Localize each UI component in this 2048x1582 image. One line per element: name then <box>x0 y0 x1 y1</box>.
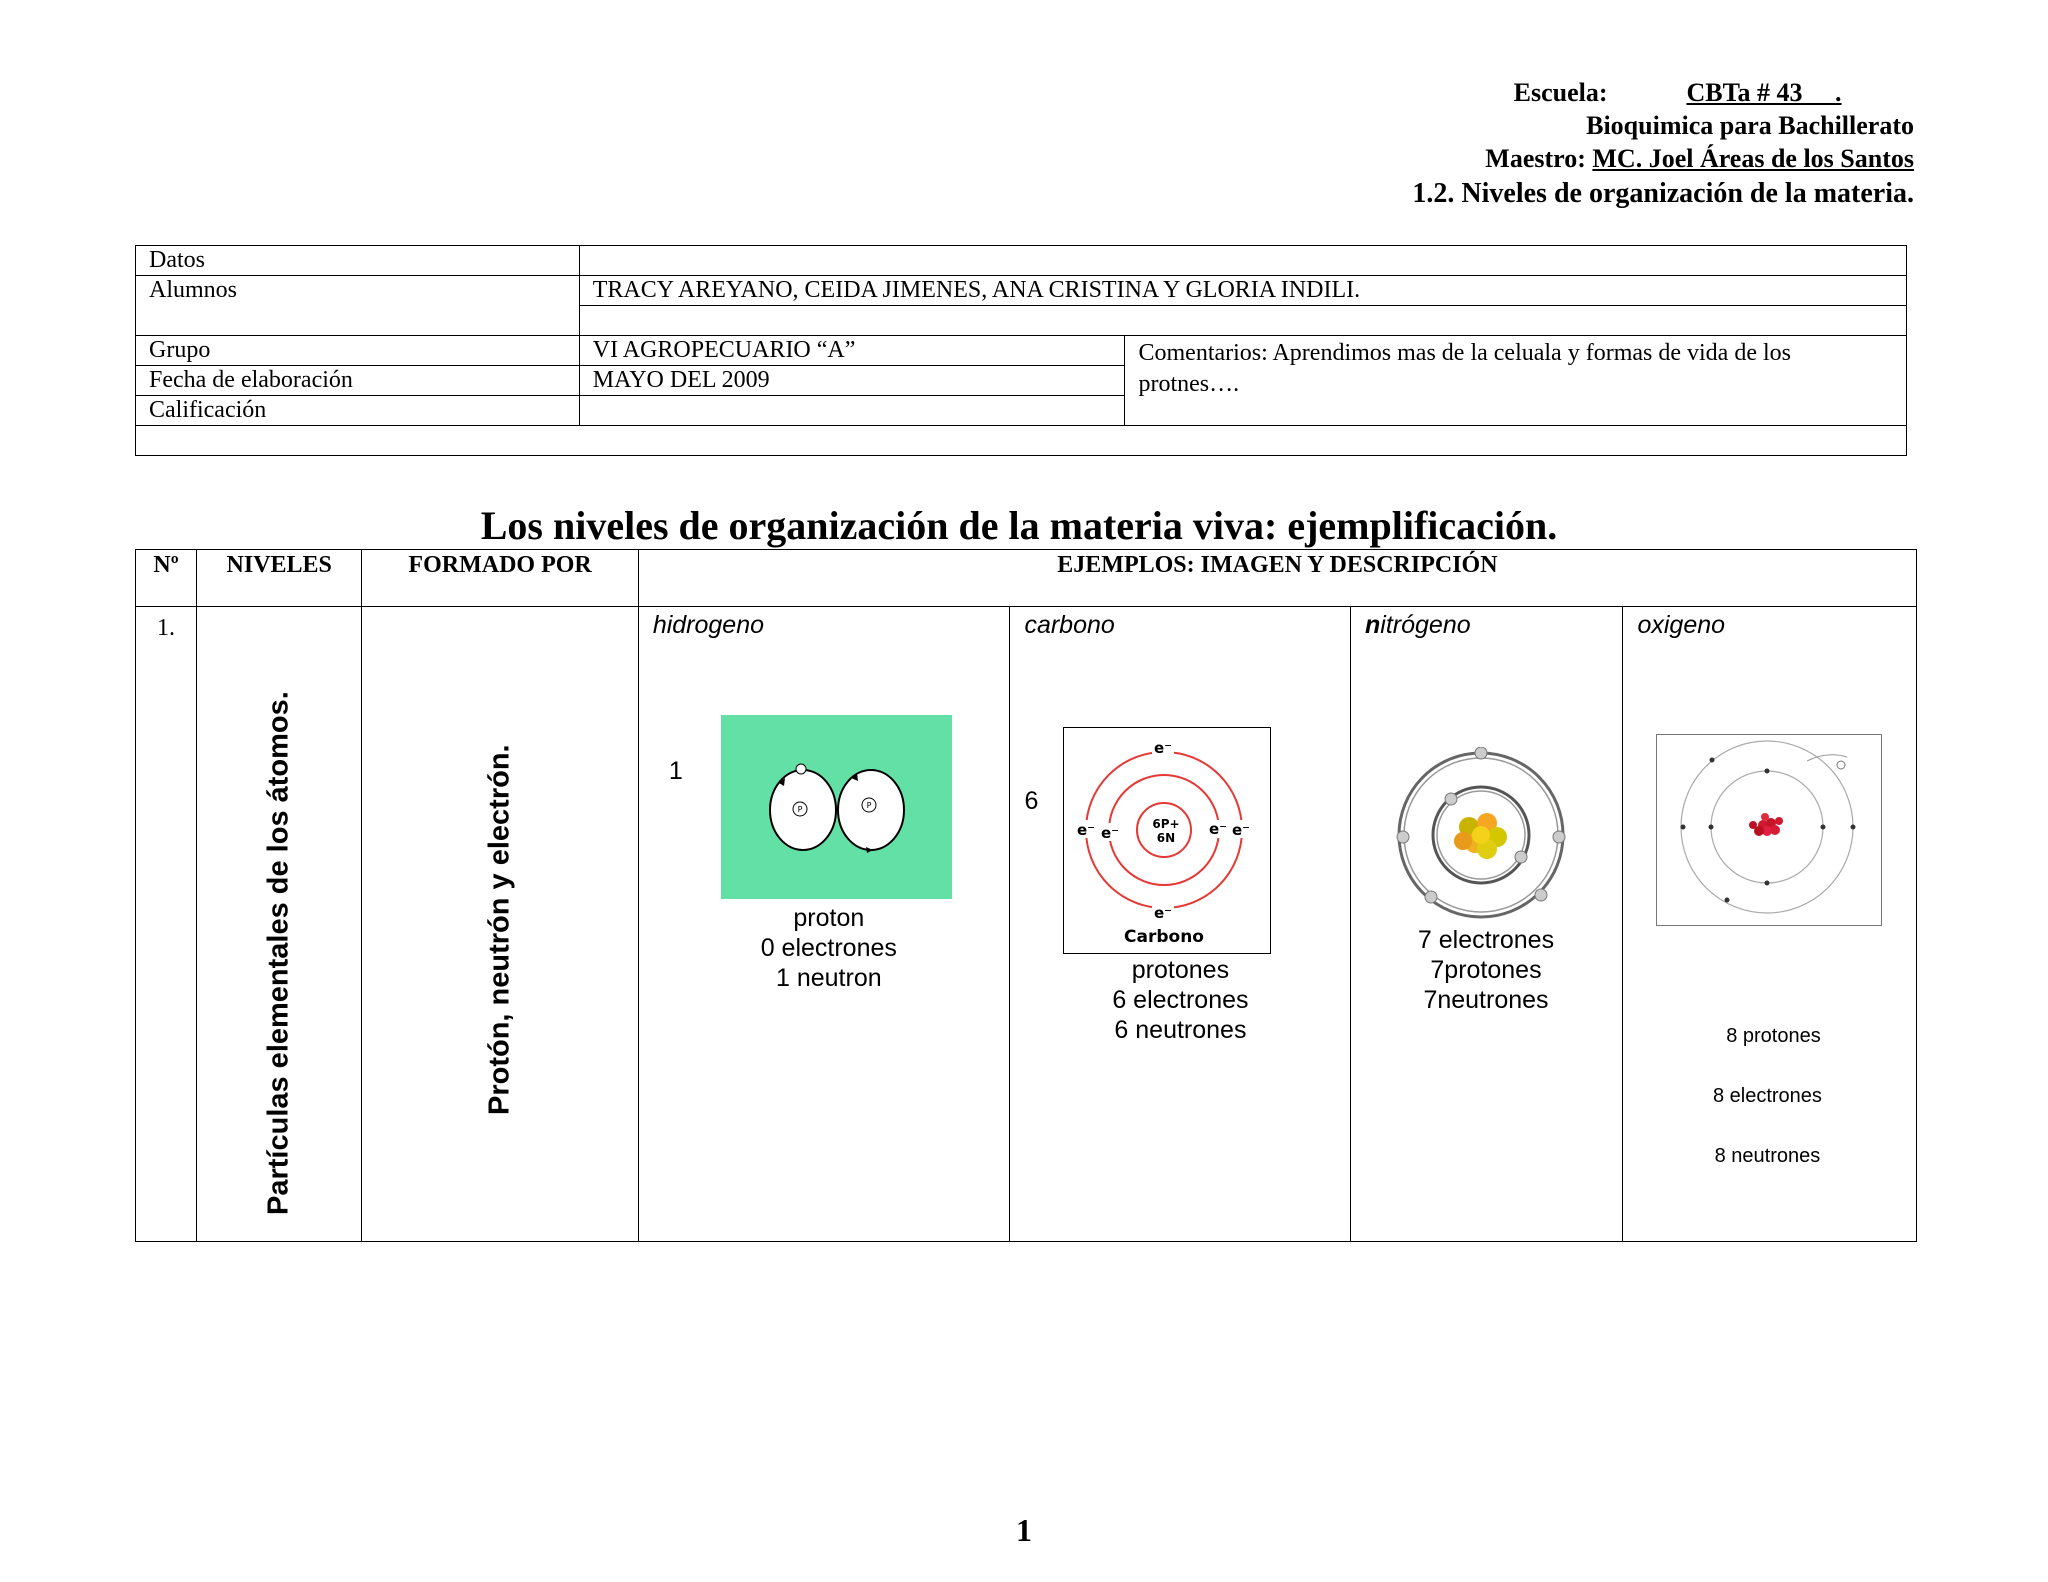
page-number: 1 <box>1016 1512 1032 1548</box>
oxygen-protons: 8 protones <box>1726 1025 1821 1047</box>
nitrogen-name: nitrógeno <box>1365 611 1471 639</box>
hydrogen-proton-1: P <box>797 805 803 814</box>
info-footer-row <box>136 426 1907 456</box>
oxygen-name: oxigeno <box>1637 611 1726 639</box>
oxygen-atom-icon <box>1657 735 1881 925</box>
header-formado-por: FORMADO POR <box>362 550 638 607</box>
header-niveles: NIVELES <box>197 550 362 607</box>
formado-text: Protón, neutrón y electrón. <box>483 744 516 1115</box>
teacher-label: Maestro: <box>1485 144 1586 173</box>
fecha-value: MAYO DEL 2009 <box>579 366 1125 396</box>
nitrogen-description: 7 electrones 7protones 7neutrones <box>1417 926 1555 1014</box>
fecha-label: Fecha de elaboración <box>136 366 580 396</box>
formado-cell <box>362 607 638 1242</box>
alumnos-value: TRACY AREYANO, CEIDA JIMENES, ANA CRISTINA Y GLORIA INDILI. <box>579 276 1906 306</box>
main-title: Los niveles de organización de la materia viva: ejemplificación. <box>480 503 1558 548</box>
carbon-name: carbono <box>1024 611 1115 639</box>
example-hydrogen <box>638 607 1010 1242</box>
nivel-text: Partículas elementales de los átomos. <box>262 691 295 1215</box>
carbon-atom-icon <box>1064 728 1270 953</box>
grupo-label: Grupo <box>136 336 580 366</box>
comentarios: Comentarios: Aprendimos mas de la celuala y formas de vida de los protnes…. <box>1125 336 1907 426</box>
datos-value <box>579 246 1906 276</box>
oxygen-neutrons: 8 neutrones <box>1714 1145 1821 1167</box>
hydrogen-description: proton 0 electrones 1 neutron <box>760 904 897 992</box>
hydrogen-diagram <box>721 715 952 899</box>
oxygen-electrons: 8 electrones <box>1712 1085 1822 1107</box>
alumnos-label: Alumnos <box>136 276 580 336</box>
alumnos-extra <box>579 306 1906 336</box>
hydrogen-proton-2: P <box>866 801 872 810</box>
school-label: Escuela: <box>1513 78 1608 107</box>
header-ejemplos: EJEMPLOS: IMAGEN Y DESCRIPCIÓN <box>638 550 1916 607</box>
topic-title: 1.2. Niveles de organización de la materia. <box>1412 178 1914 209</box>
teacher-line <box>1412 142 1914 175</box>
hydrogen-name: hidrogeno <box>652 611 765 639</box>
carbon-electron-3: e⁻ <box>1077 821 1096 839</box>
school-line <box>1412 76 1914 109</box>
carbon-description: protones 6 electrones 6 neutrones <box>1112 956 1249 1044</box>
document-header <box>1412 76 1914 213</box>
carbon-electron-4: e⁻ <box>1232 821 1251 839</box>
school-value: CBTa # 43 . <box>1686 78 1842 107</box>
carbon-electron-1: e⁻ <box>1154 739 1173 757</box>
calificacion-value <box>579 396 1125 426</box>
example-nitrogen <box>1351 607 1623 1242</box>
carbon-protons: 6P+ <box>1152 817 1181 831</box>
course-name: Bioquimica para Bachillerato <box>1586 111 1914 140</box>
carbon-diagram <box>1063 727 1271 954</box>
carbon-diagram-label: Carbono <box>1124 927 1205 947</box>
nitrogen-atom-icon <box>1391 747 1571 927</box>
carbon-electron-6: e⁻ <box>1209 820 1228 838</box>
teacher-name: MC. Joel Áreas de los Santos <box>1592 144 1914 173</box>
row-number: 1. <box>136 607 197 1242</box>
carbon-electron-5: e⁻ <box>1101 824 1120 842</box>
calificacion-label: Calificación <box>136 396 580 426</box>
nivel-cell <box>197 607 362 1242</box>
hydrogen-molecule-icon <box>721 715 952 899</box>
student-info-table <box>135 245 1907 456</box>
carbon-electron-2: e⁻ <box>1154 904 1173 922</box>
example-oxygen <box>1623 607 1917 1242</box>
levels-table <box>135 549 1917 1242</box>
carbon-number: 6 <box>1024 787 1039 815</box>
oxygen-diagram <box>1656 734 1882 926</box>
header-num: Nº <box>136 550 197 607</box>
carbon-neutrons: 6N <box>1157 831 1176 845</box>
grupo-value: VI AGROPECUARIO “A” <box>579 336 1125 366</box>
hydrogen-number: 1 <box>668 757 683 785</box>
datos-label: Datos <box>136 246 580 276</box>
example-carbon <box>1010 607 1351 1242</box>
